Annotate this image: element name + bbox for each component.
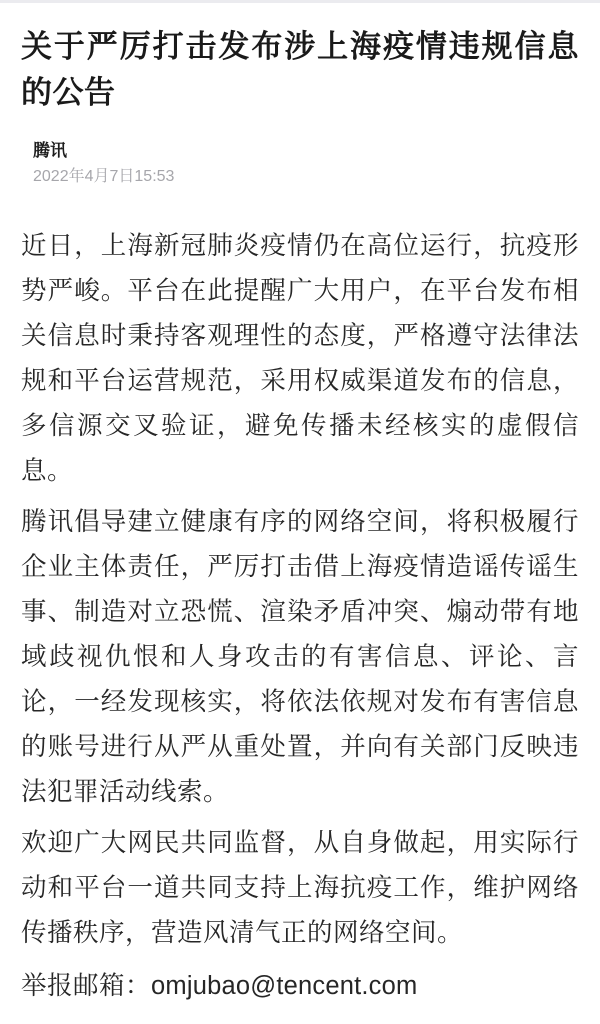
article-title: 关于严厉打击发布涉上海疫情违规信息的公告: [21, 29, 579, 110]
report-email-label: 举报邮箱：: [21, 972, 152, 1000]
article-author: 腾讯: [33, 141, 67, 160]
article: [0, 24, 600, 1024]
report-email-line: [21, 964, 579, 1009]
byline: [33, 139, 579, 188]
paragraph-2: 腾讯倡导建立健康有序的网络空间，将积极履行企业主体责任，严厉打击借上海疫情造谣传谣生事、制造对立恐慌、渲染矛盾冲突、煽动带有地域歧视仇恨和人身攻击的有害信息、评论、言论，一经发现核实，将依法依规对发布有害信息的账号进行从严从重处置，并向有关部门反映违法犯罪活动线索。: [21, 508, 579, 806]
article-date: 2022年4月7日15:53: [33, 168, 175, 185]
paragraph-1: 近日，上海新冠肺炎疫情仍在高位运行，抗疫形势严峻。平台在此提醒广大用户，在平台发布相关信息时秉持客观理性的态度，严格遵守法律法规和平台运营规范，采用权威渠道发布的信息，多信源交叉验证，避免传播未经核实的虚假信息。: [21, 232, 579, 485]
paragraph-3: 欢迎广大网民共同监督，从自身做起，用实际行动和平台一道共同支持上海抗疫工作，维护网络传播秩序，营造风清气正的网络空间。: [21, 829, 579, 947]
report-email-address: omjubao@tencent.com: [151, 972, 418, 1000]
top-hairline: [0, 0, 600, 3]
